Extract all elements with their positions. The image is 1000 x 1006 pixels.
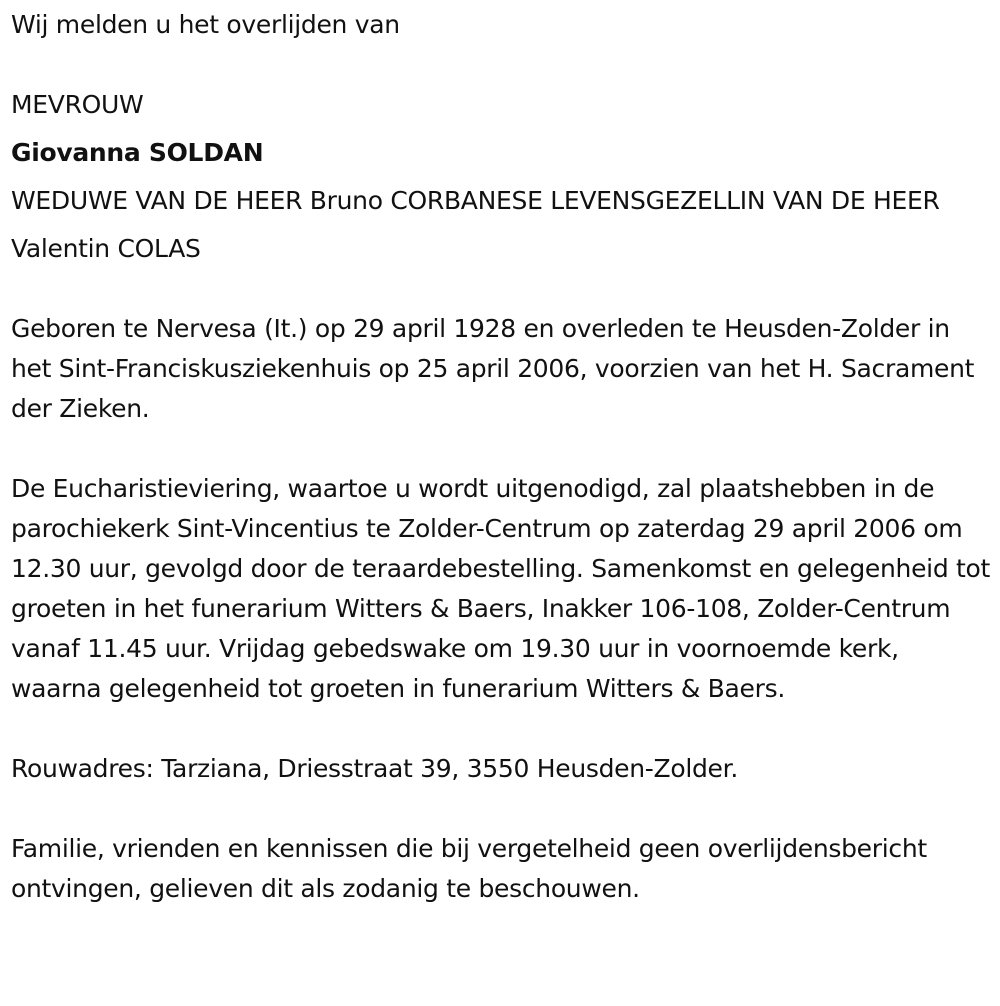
address-text: Rouwadres: Tarziana, Driesstraat 39, 3550 Heusden-Zolder. xyxy=(11,754,738,783)
death-notice xyxy=(11,5,993,909)
spacer xyxy=(11,789,993,829)
deceased-name: Giovanna SOLDAN xyxy=(11,138,264,167)
intro-text: Wij melden u het overlijden van xyxy=(11,10,400,39)
closing-paragraph: Familie, vrienden en kennissen die bij vergetelheid geen overlijdensbericht ontvingen, gelieven dit als zodanig te beschouwen. xyxy=(11,834,927,903)
ceremony-paragraph: De Eucharistieviering, waartoe u wordt uitgenodigd, zal plaatshebben in de parochiekerk Sint-Vincentius te Zolder-Centrum op zaterdag 29 april 2006 om 12.30 uur, gevolgd door de teraardebestelling. Samenkomst en gelegenheid tot groeten in het funerarium Witters & Baers, Inakker 106-108, Zolder-Centrum vanaf 11.45 uur. Vrijdag gebedswake om 19.30 uur in voornoemde kerk, waarna gelegenheid tot groeten in funerarium Witters & Baers. xyxy=(11,474,991,703)
spacer xyxy=(11,269,993,309)
spacer xyxy=(11,45,993,85)
partner-name: Valentin COLAS xyxy=(11,234,201,263)
spacer xyxy=(11,429,993,469)
relation-text: WEDUWE VAN DE HEER Bruno CORBANESE LEVENSGEZELLIN VAN DE HEER xyxy=(11,186,940,215)
title-text: MEVROUW xyxy=(11,90,144,119)
birth-death-paragraph: Geboren te Nervesa (It.) op 29 april 1928 en overleden te Heusden-Zolder in het Sint-Franciskusziekenhuis op 25 april 2006, voorzien van het H. Sacrament der Zieken. xyxy=(11,314,975,423)
spacer xyxy=(11,709,993,749)
